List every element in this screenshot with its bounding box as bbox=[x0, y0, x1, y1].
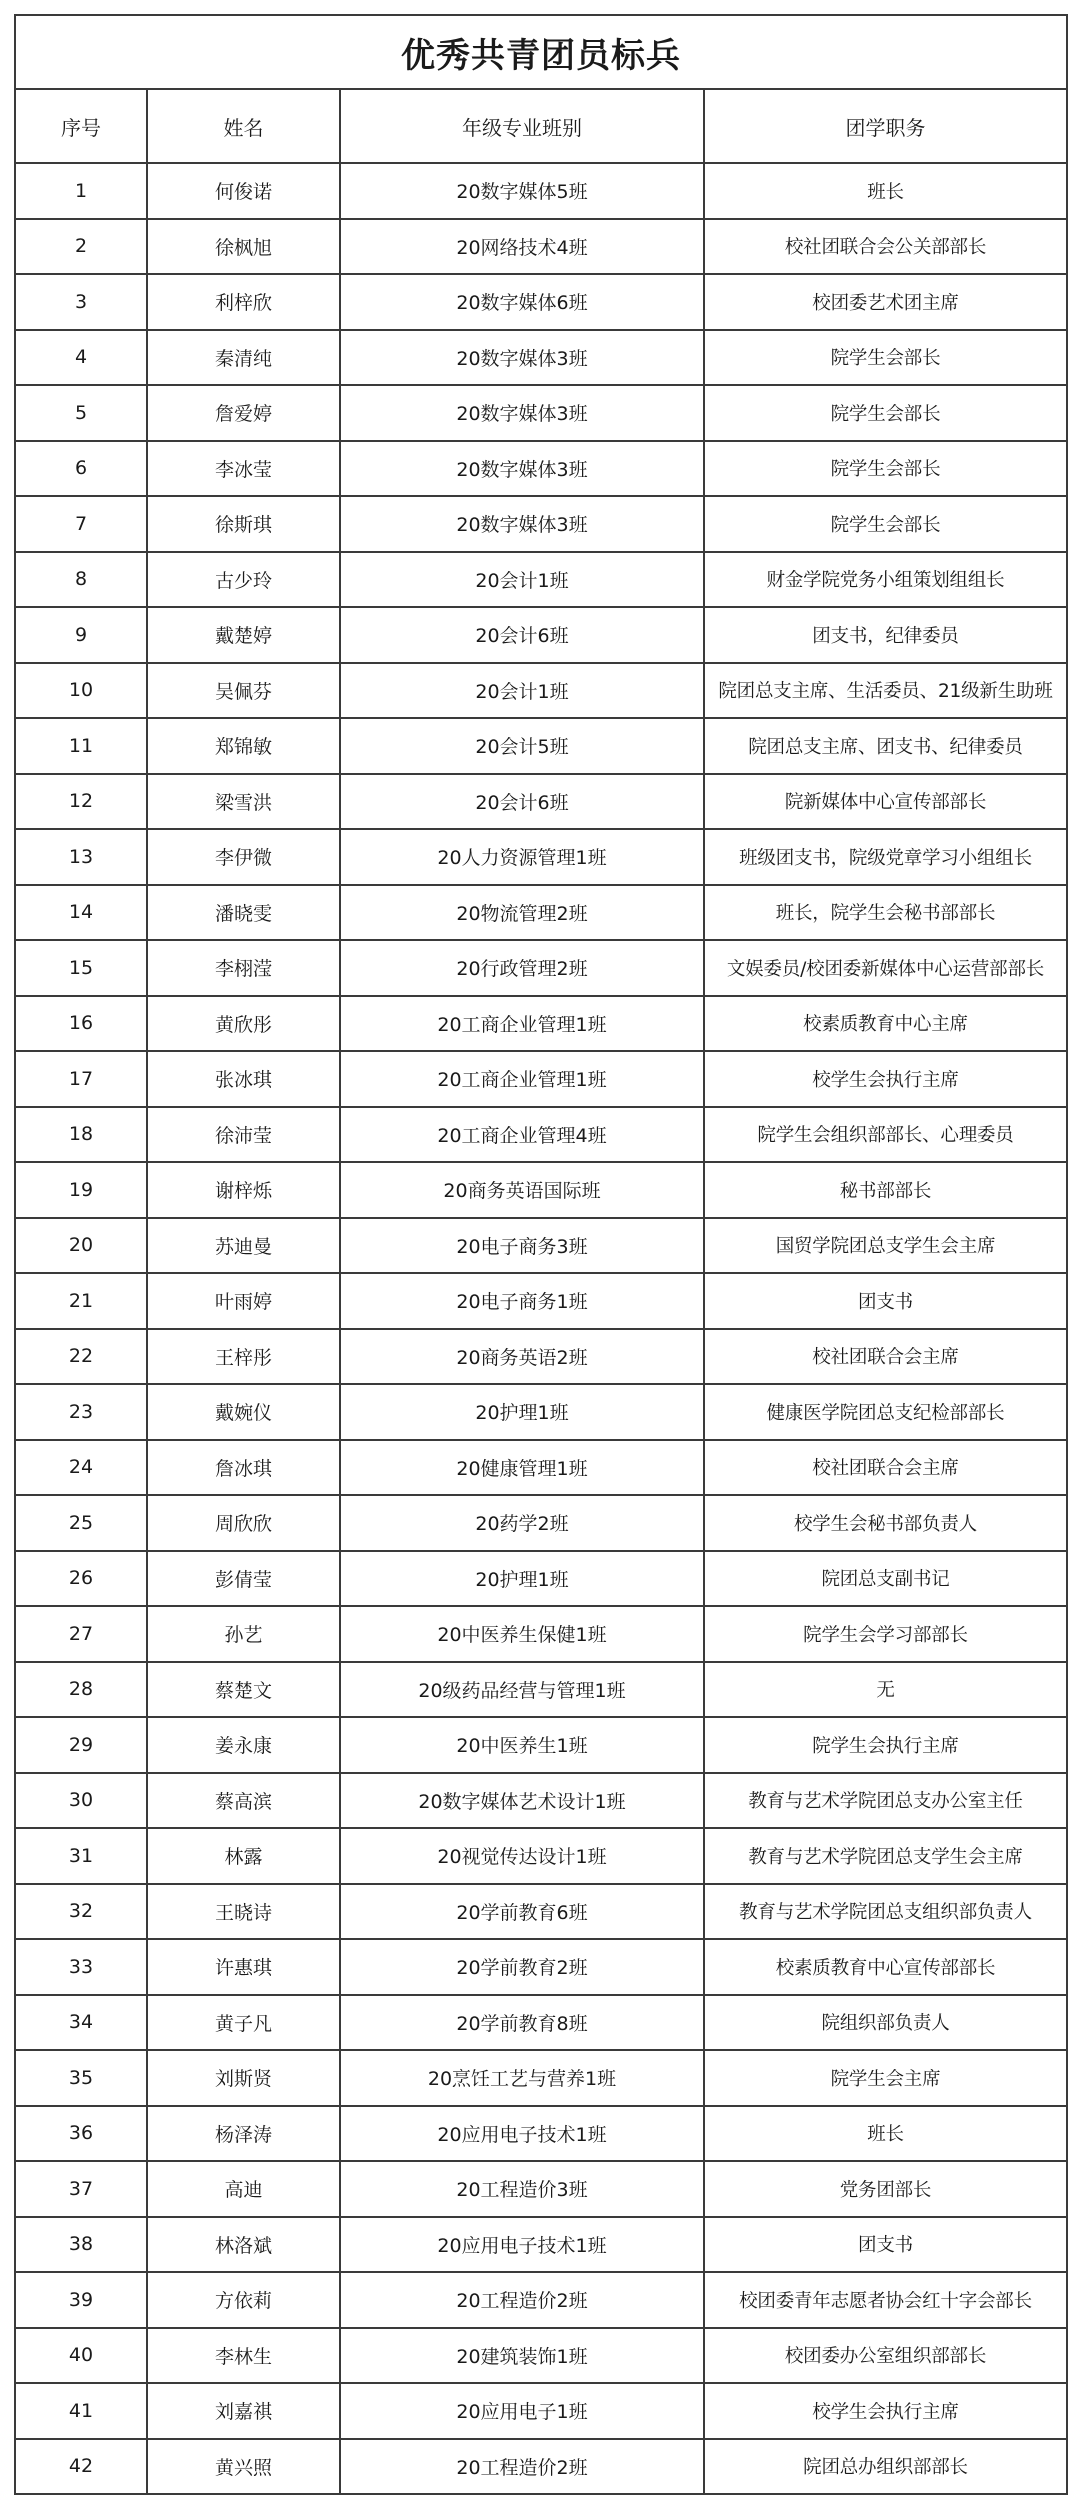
table-row bbox=[15, 330, 1067, 386]
table-row bbox=[15, 1329, 1067, 1385]
row-class: 20数字媒体3班 bbox=[340, 330, 704, 386]
row-class: 20会计1班 bbox=[340, 552, 704, 608]
row-index: 39 bbox=[15, 2272, 147, 2328]
table-row bbox=[15, 163, 1067, 219]
row-index: 3 bbox=[15, 274, 147, 330]
row-duty: 校社团联合会主席 bbox=[704, 1440, 1067, 1496]
row-name: 谢梓烁 bbox=[147, 1162, 340, 1218]
row-index: 17 bbox=[15, 1051, 147, 1107]
table-row bbox=[15, 219, 1067, 275]
row-index: 42 bbox=[15, 2439, 147, 2495]
table-row bbox=[15, 2161, 1067, 2217]
row-duty: 团支书，纪律委员 bbox=[704, 607, 1067, 663]
row-duty: 院学生会部长 bbox=[704, 330, 1067, 386]
row-class: 20药学2班 bbox=[340, 1495, 704, 1551]
row-duty: 班级团支书，院级党章学习小组组长 bbox=[704, 829, 1067, 885]
table-row bbox=[15, 718, 1067, 774]
row-duty: 院学生会主席 bbox=[704, 2050, 1067, 2106]
row-duty: 院学生会部长 bbox=[704, 385, 1067, 441]
row-class: 20学前教育8班 bbox=[340, 1995, 704, 2051]
row-class: 20工程造价2班 bbox=[340, 2439, 704, 2495]
row-name: 詹冰琪 bbox=[147, 1440, 340, 1496]
row-name: 林洛斌 bbox=[147, 2217, 340, 2273]
table-row bbox=[15, 774, 1067, 830]
row-duty: 院学生会部长 bbox=[704, 441, 1067, 497]
row-duty: 院团总支主席、生活委员、21级新生助班 bbox=[704, 663, 1067, 719]
table-row bbox=[15, 1495, 1067, 1551]
row-class: 20中医养生保健1班 bbox=[340, 1606, 704, 1662]
row-class: 20电子商务1班 bbox=[340, 1273, 704, 1329]
row-name: 吴佩芬 bbox=[147, 663, 340, 719]
table-row bbox=[15, 1440, 1067, 1496]
row-name: 詹爱婷 bbox=[147, 385, 340, 441]
row-index: 7 bbox=[15, 496, 147, 552]
table-row bbox=[15, 1717, 1067, 1773]
row-duty: 院团总支主席、团支书、纪律委员 bbox=[704, 718, 1067, 774]
row-class: 20数字媒体5班 bbox=[340, 163, 704, 219]
row-name: 周欣欣 bbox=[147, 1495, 340, 1551]
row-index: 41 bbox=[15, 2383, 147, 2439]
row-name: 蔡高滨 bbox=[147, 1773, 340, 1829]
row-class: 20工程造价3班 bbox=[340, 2161, 704, 2217]
row-class: 20应用电子技术1班 bbox=[340, 2106, 704, 2162]
row-name: 利梓欣 bbox=[147, 274, 340, 330]
row-class: 20中医养生1班 bbox=[340, 1717, 704, 1773]
table-row bbox=[15, 1939, 1067, 1995]
row-name: 郑锦敏 bbox=[147, 718, 340, 774]
row-class: 20健康管理1班 bbox=[340, 1440, 704, 1496]
table-row bbox=[15, 1218, 1067, 1274]
row-index: 14 bbox=[15, 885, 147, 941]
row-index: 19 bbox=[15, 1162, 147, 1218]
row-name: 叶雨婷 bbox=[147, 1273, 340, 1329]
row-name: 许惠琪 bbox=[147, 1939, 340, 1995]
row-duty: 团支书 bbox=[704, 1273, 1067, 1329]
row-duty: 院学生会部长 bbox=[704, 496, 1067, 552]
row-duty: 团支书 bbox=[704, 2217, 1067, 2273]
row-name: 李伊微 bbox=[147, 829, 340, 885]
row-index: 1 bbox=[15, 163, 147, 219]
table-row bbox=[15, 441, 1067, 497]
row-index: 37 bbox=[15, 2161, 147, 2217]
table-row bbox=[15, 274, 1067, 330]
table-row bbox=[15, 2272, 1067, 2328]
row-index: 33 bbox=[15, 1939, 147, 1995]
table-row bbox=[15, 2217, 1067, 2273]
row-duty: 无 bbox=[704, 1662, 1067, 1718]
row-duty: 文娱委员/校团委新媒体中心运营部部长 bbox=[704, 940, 1067, 996]
row-class: 20工商企业管理1班 bbox=[340, 1051, 704, 1107]
row-name: 刘嘉祺 bbox=[147, 2383, 340, 2439]
row-name: 方依莉 bbox=[147, 2272, 340, 2328]
row-class: 20数字媒体3班 bbox=[340, 385, 704, 441]
row-duty: 院组织部负责人 bbox=[704, 1995, 1067, 2051]
row-duty: 班长，院学生会秘书部部长 bbox=[704, 885, 1067, 941]
row-index: 8 bbox=[15, 552, 147, 608]
header-duty: 团学职务 bbox=[704, 89, 1067, 163]
row-class: 20数字媒体艺术设计1班 bbox=[340, 1773, 704, 1829]
row-index: 30 bbox=[15, 1773, 147, 1829]
row-duty: 校素质教育中心主席 bbox=[704, 996, 1067, 1052]
row-index: 12 bbox=[15, 774, 147, 830]
row-duty: 校团委艺术团主席 bbox=[704, 274, 1067, 330]
row-duty: 校学生会执行主席 bbox=[704, 1051, 1067, 1107]
row-duty: 班长 bbox=[704, 2106, 1067, 2162]
table-row bbox=[15, 1606, 1067, 1662]
table-row bbox=[15, 2050, 1067, 2106]
table-row bbox=[15, 1995, 1067, 2051]
header-class: 年级专业班别 bbox=[340, 89, 704, 163]
row-index: 27 bbox=[15, 1606, 147, 1662]
row-name: 林露 bbox=[147, 1828, 340, 1884]
row-name: 秦清纯 bbox=[147, 330, 340, 386]
row-class: 20行政管理2班 bbox=[340, 940, 704, 996]
row-class: 20工商企业管理1班 bbox=[340, 996, 704, 1052]
row-index: 29 bbox=[15, 1717, 147, 1773]
row-name: 王梓彤 bbox=[147, 1329, 340, 1385]
row-index: 40 bbox=[15, 2328, 147, 2384]
table-row bbox=[15, 885, 1067, 941]
row-index: 36 bbox=[15, 2106, 147, 2162]
row-index: 24 bbox=[15, 1440, 147, 1496]
row-name: 高迪 bbox=[147, 2161, 340, 2217]
row-index: 5 bbox=[15, 385, 147, 441]
row-index: 25 bbox=[15, 1495, 147, 1551]
row-class: 20数字媒体3班 bbox=[340, 496, 704, 552]
row-name: 李林生 bbox=[147, 2328, 340, 2384]
document-page bbox=[14, 14, 1066, 2495]
table-row bbox=[15, 385, 1067, 441]
row-index: 9 bbox=[15, 607, 147, 663]
table-row bbox=[15, 1273, 1067, 1329]
table-row bbox=[15, 1773, 1067, 1829]
row-name: 张冰琪 bbox=[147, 1051, 340, 1107]
row-index: 11 bbox=[15, 718, 147, 774]
row-index: 22 bbox=[15, 1329, 147, 1385]
row-name: 蔡楚文 bbox=[147, 1662, 340, 1718]
row-index: 38 bbox=[15, 2217, 147, 2273]
row-name: 杨泽涛 bbox=[147, 2106, 340, 2162]
honor-roll-table bbox=[14, 14, 1068, 2495]
table-title: 优秀共青团员标兵 bbox=[15, 15, 1067, 89]
table-row bbox=[15, 1162, 1067, 1218]
header-name: 姓名 bbox=[147, 89, 340, 163]
row-duty: 校学生会秘书部负责人 bbox=[704, 1495, 1067, 1551]
header-row bbox=[15, 89, 1067, 163]
row-class: 20网络技术4班 bbox=[340, 219, 704, 275]
row-index: 23 bbox=[15, 1384, 147, 1440]
row-name: 黄兴照 bbox=[147, 2439, 340, 2495]
table-row bbox=[15, 607, 1067, 663]
row-name: 黄欣彤 bbox=[147, 996, 340, 1052]
row-class: 20护理1班 bbox=[340, 1551, 704, 1607]
row-class: 20应用电子1班 bbox=[340, 2383, 704, 2439]
table-row bbox=[15, 1884, 1067, 1940]
row-class: 20学前教育6班 bbox=[340, 1884, 704, 1940]
row-duty: 党务团部长 bbox=[704, 2161, 1067, 2217]
row-index: 26 bbox=[15, 1551, 147, 1607]
row-duty: 秘书部部长 bbox=[704, 1162, 1067, 1218]
row-name: 梁雪洪 bbox=[147, 774, 340, 830]
row-name: 潘晓雯 bbox=[147, 885, 340, 941]
row-class: 20电子商务3班 bbox=[340, 1218, 704, 1274]
row-duty: 国贸学院团总支学生会主席 bbox=[704, 1218, 1067, 1274]
table-row bbox=[15, 1828, 1067, 1884]
table-row bbox=[15, 496, 1067, 552]
row-name: 何俊诺 bbox=[147, 163, 340, 219]
row-class: 20学前教育2班 bbox=[340, 1939, 704, 1995]
row-class: 20烹饪工艺与营养1班 bbox=[340, 2050, 704, 2106]
header-index: 序号 bbox=[15, 89, 147, 163]
row-index: 32 bbox=[15, 1884, 147, 1940]
row-class: 20级药品经营与管理1班 bbox=[340, 1662, 704, 1718]
row-name: 徐斯琪 bbox=[147, 496, 340, 552]
row-duty: 院学生会组织部部长、心理委员 bbox=[704, 1107, 1067, 1163]
row-index: 31 bbox=[15, 1828, 147, 1884]
row-name: 姜永康 bbox=[147, 1717, 340, 1773]
table-row bbox=[15, 996, 1067, 1052]
row-index: 35 bbox=[15, 2050, 147, 2106]
table-row bbox=[15, 552, 1067, 608]
row-name: 戴婉仪 bbox=[147, 1384, 340, 1440]
row-duty: 教育与艺术学院团总支组织部负责人 bbox=[704, 1884, 1067, 1940]
row-duty: 教育与艺术学院团总支学生会主席 bbox=[704, 1828, 1067, 1884]
row-duty: 校社团联合会主席 bbox=[704, 1329, 1067, 1385]
row-duty: 校素质教育中心宣传部部长 bbox=[704, 1939, 1067, 1995]
row-name: 黄子凡 bbox=[147, 1995, 340, 2051]
row-class: 20会计5班 bbox=[340, 718, 704, 774]
row-duty: 教育与艺术学院团总支办公室主任 bbox=[704, 1773, 1067, 1829]
row-index: 15 bbox=[15, 940, 147, 996]
row-index: 10 bbox=[15, 663, 147, 719]
table-row bbox=[15, 1662, 1067, 1718]
row-name: 戴楚婷 bbox=[147, 607, 340, 663]
table-row bbox=[15, 2439, 1067, 2495]
row-index: 18 bbox=[15, 1107, 147, 1163]
table-row bbox=[15, 663, 1067, 719]
row-duty: 校团委办公室组织部部长 bbox=[704, 2328, 1067, 2384]
row-class: 20护理1班 bbox=[340, 1384, 704, 1440]
row-index: 13 bbox=[15, 829, 147, 885]
row-duty: 财金学院党务小组策划组组长 bbox=[704, 552, 1067, 608]
row-duty: 院学生会执行主席 bbox=[704, 1717, 1067, 1773]
row-index: 2 bbox=[15, 219, 147, 275]
row-duty: 班长 bbox=[704, 163, 1067, 219]
row-duty: 健康医学院团总支纪检部部长 bbox=[704, 1384, 1067, 1440]
table-row bbox=[15, 940, 1067, 996]
row-duty: 院团总支副书记 bbox=[704, 1551, 1067, 1607]
table-row bbox=[15, 1107, 1067, 1163]
row-name: 徐沛莹 bbox=[147, 1107, 340, 1163]
row-class: 20工商企业管理4班 bbox=[340, 1107, 704, 1163]
row-index: 4 bbox=[15, 330, 147, 386]
row-class: 20商务英语国际班 bbox=[340, 1162, 704, 1218]
row-class: 20应用电子技术1班 bbox=[340, 2217, 704, 2273]
row-name: 徐枫旭 bbox=[147, 219, 340, 275]
row-name: 刘斯贤 bbox=[147, 2050, 340, 2106]
row-name: 李栩滢 bbox=[147, 940, 340, 996]
table-row bbox=[15, 829, 1067, 885]
row-index: 6 bbox=[15, 441, 147, 497]
row-name: 苏迪曼 bbox=[147, 1218, 340, 1274]
row-index: 20 bbox=[15, 1218, 147, 1274]
table-body bbox=[15, 163, 1067, 2494]
row-class: 20工程造价2班 bbox=[340, 2272, 704, 2328]
row-class: 20物流管理2班 bbox=[340, 885, 704, 941]
row-index: 28 bbox=[15, 1662, 147, 1718]
row-duty: 校社团联合会公关部部长 bbox=[704, 219, 1067, 275]
row-duty: 校学生会执行主席 bbox=[704, 2383, 1067, 2439]
row-class: 20会计1班 bbox=[340, 663, 704, 719]
table-row bbox=[15, 1551, 1067, 1607]
row-class: 20视觉传达设计1班 bbox=[340, 1828, 704, 1884]
table-row bbox=[15, 2383, 1067, 2439]
row-duty: 院团总办组织部部长 bbox=[704, 2439, 1067, 2495]
row-duty: 校团委青年志愿者协会红十字会部长 bbox=[704, 2272, 1067, 2328]
table-row bbox=[15, 1051, 1067, 1107]
row-class: 20建筑装饰1班 bbox=[340, 2328, 704, 2384]
table-row bbox=[15, 1384, 1067, 1440]
row-duty: 院新媒体中心宣传部部长 bbox=[704, 774, 1067, 830]
row-name: 彭倩莹 bbox=[147, 1551, 340, 1607]
row-index: 21 bbox=[15, 1273, 147, 1329]
row-class: 20人力资源管理1班 bbox=[340, 829, 704, 885]
table-row bbox=[15, 2106, 1067, 2162]
row-name: 李冰莹 bbox=[147, 441, 340, 497]
table-row bbox=[15, 2328, 1067, 2384]
row-index: 34 bbox=[15, 1995, 147, 2051]
row-duty: 院学生会学习部部长 bbox=[704, 1606, 1067, 1662]
row-name: 孙艺 bbox=[147, 1606, 340, 1662]
row-class: 20会计6班 bbox=[340, 607, 704, 663]
row-index: 16 bbox=[15, 996, 147, 1052]
row-class: 20数字媒体6班 bbox=[340, 274, 704, 330]
row-name: 古少玲 bbox=[147, 552, 340, 608]
row-class: 20商务英语2班 bbox=[340, 1329, 704, 1385]
row-class: 20会计6班 bbox=[340, 774, 704, 830]
row-name: 王晓诗 bbox=[147, 1884, 340, 1940]
row-class: 20数字媒体3班 bbox=[340, 441, 704, 497]
